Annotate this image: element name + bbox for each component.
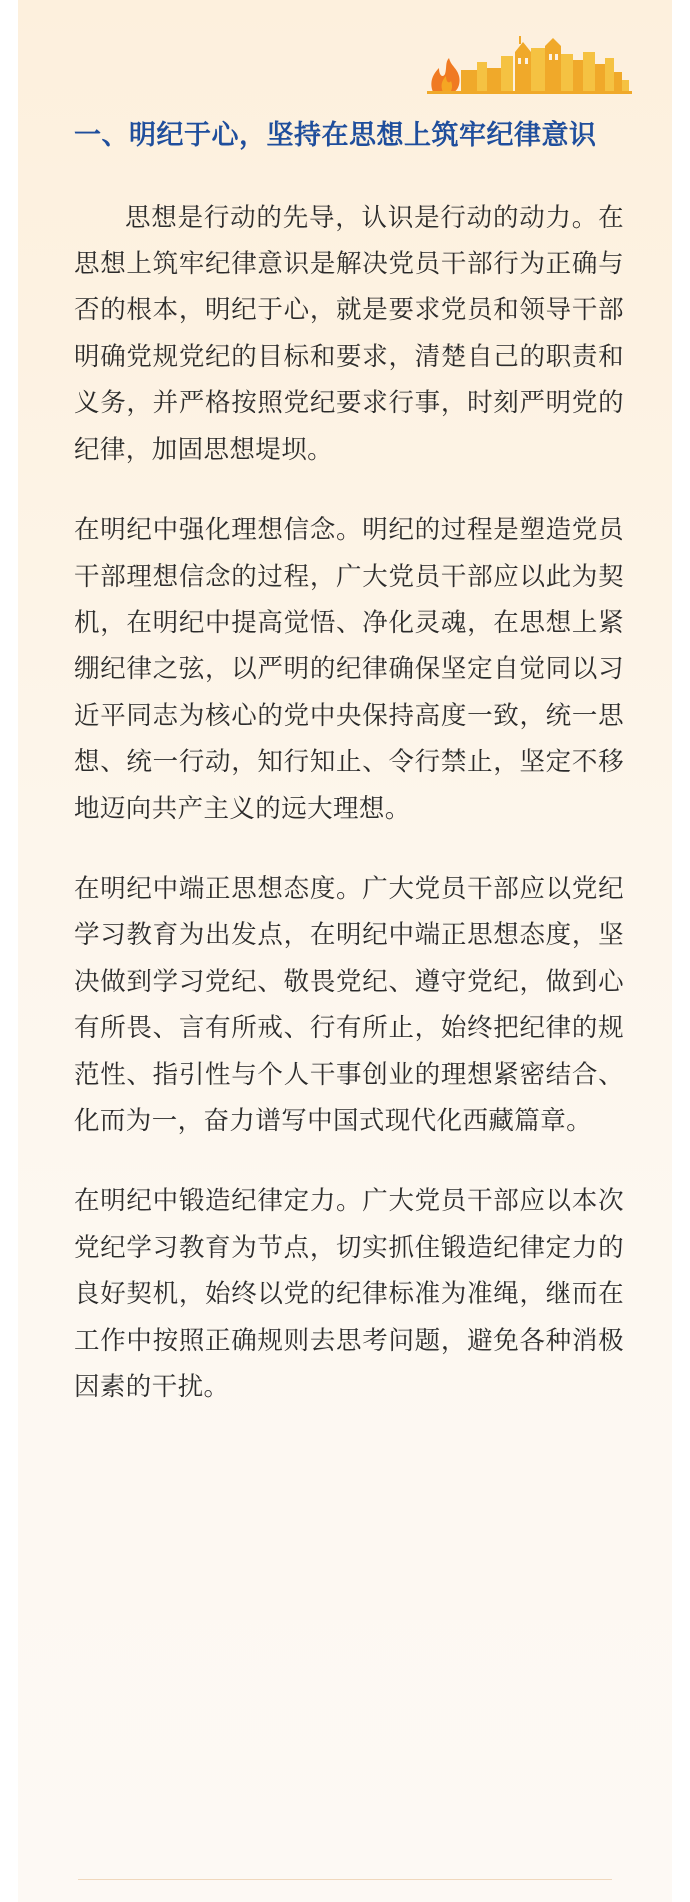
paragraph-2: 在明纪中强化理想信念。明纪的过程是塑造党员干部理想信念的过程，广大党员干部应以此为契机，在明纪中提高觉悟、净化灵魂，在思想上紧绷纪律之弦，以严明的纪律确保坚定自觉同以习近平同志为核心的党中央保持高度一致，统一思想、统一行动，知行知止、令行禁止，坚定不移地迈向共产主义的远大理想。 xyxy=(74,516,624,823)
footer-divider xyxy=(78,1879,612,1880)
article-card xyxy=(18,0,672,1902)
header-banner xyxy=(18,0,672,108)
article-content xyxy=(18,114,672,1410)
paragraph-4: 在明纪中锻造纪律定力。广大党员干部应以本次党纪学习教育为节点，切实抓住锻造纪律定力的良好契机，始终以党的纪律标准为准绳，继而在工作中按照正确规则去思考问题，避免各种消极因素的干扰。 xyxy=(74,1187,624,1401)
potala-palace-skyline-icon xyxy=(427,34,632,96)
paragraph-1: 思想是行动的先导，认识是行动的动力。在思想上筑牢纪律意识是解决党员干部行为正确与否的根本，明纪于心，就是要求党员和领导干部明确党规党纪的目标和要求，清楚自己的职责和义务，并严格按照党纪要求行事，时刻严明党的纪律，加固思想堤坝。 xyxy=(74,203,624,464)
paragraph-3: 在明纪中端正思想态度。广大党员干部应以党纪学习教育为出发点，在明纪中端正思想态度，坚决做到学习党纪、敬畏党纪、遵守党纪，做到心有所畏、言有所戒、行有所止，始终把纪律的规范性、指引性与个人干事创业的理想紧密结合、化而为一，奋力谱写中国式现代化西藏篇章。 xyxy=(74,874,624,1135)
section-title: 一、明纪于心，坚持在思想上筑牢纪律意识 xyxy=(74,120,597,150)
